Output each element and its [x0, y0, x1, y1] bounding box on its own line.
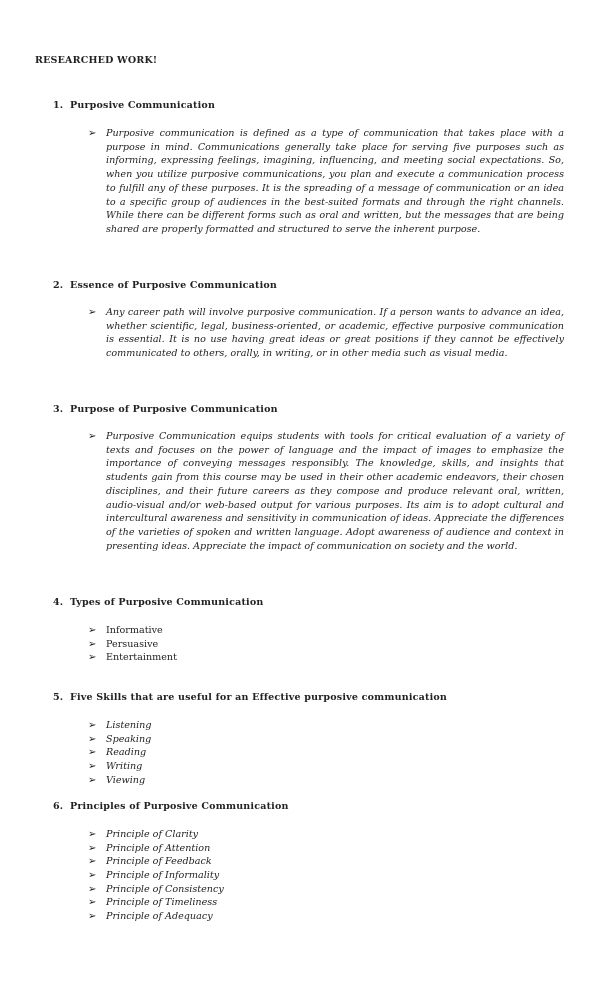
- list-item: ➢ Informative: [88, 625, 163, 636]
- section-number: 5.: [53, 692, 64, 703]
- section-heading-2: [53, 280, 277, 291]
- section-heading-5: [53, 692, 447, 703]
- arrow-bullet-icon: ➢: [88, 128, 97, 139]
- arrow-bullet-icon: ➢: [88, 897, 97, 909]
- section-title: Principles of Purposive Communication: [70, 801, 289, 812]
- list-item: ➢ Viewing: [88, 774, 146, 786]
- section-heading-3: [53, 404, 278, 415]
- arrow-bullet-icon: ➢: [88, 625, 97, 636]
- section-1-body: [88, 127, 564, 237]
- arrow-bullet-icon: ➢: [88, 856, 97, 868]
- list-item: ➢ Listening: [88, 720, 152, 731]
- list-item: ➢ Entertainment: [88, 652, 177, 664]
- paragraph-text: Any career path will involve purposive communication. If a person wants to advance an idea, whether scientific, legal, business-oriented, or academic, effective purposive communication is essential. It is no use having great ideas or great positions if they cannot be effectively communicated to others, orally, in writing, or in other media such as visual media.: [106, 307, 564, 360]
- list-item: ➢ Principle of Attention: [88, 842, 211, 854]
- section-title: Purposive Communication: [70, 100, 216, 111]
- section-title: Purpose of Purposive Communication: [70, 404, 278, 415]
- arrow-bullet-icon: ➢: [88, 829, 97, 840]
- section-number: 1.: [53, 100, 64, 111]
- section-heading-6: [53, 801, 289, 812]
- section-heading-1: [53, 100, 215, 111]
- arrow-bullet-icon: ➢: [88, 720, 97, 731]
- section-6-body: [88, 828, 564, 924]
- arrow-bullet-icon: ➢: [88, 747, 97, 759]
- section-number: 6.: [53, 801, 64, 812]
- section-title: Five Skills that are useful for an Effective purposive communication: [70, 692, 448, 703]
- principles-list: [88, 828, 564, 924]
- list-item: ➢ Principle of Clarity: [88, 829, 199, 840]
- arrow-bullet-icon: ➢: [88, 733, 97, 745]
- arrow-bullet-icon: ➢: [88, 883, 97, 895]
- arrow-bullet-icon: ➢: [88, 307, 97, 318]
- list-item: ➢ Reading: [88, 747, 147, 759]
- bullet-paragraph: [88, 306, 564, 361]
- list-item: ➢ Principle of Adequacy: [88, 911, 213, 923]
- section-number: 3.: [53, 404, 64, 415]
- arrow-bullet-icon: ➢: [88, 842, 97, 854]
- list-item: ➢ Principle of Feedback: [88, 856, 212, 868]
- section-title: Types of Purposive Communication: [70, 597, 264, 608]
- list-item: ➢ Persuasive: [88, 638, 159, 650]
- section-4-body: [88, 624, 564, 665]
- section-5-body: [88, 719, 564, 787]
- paragraph-text: Purposive communication is defined as a type of communication that takes place with a purpose in mind. Communications generally take place for serving five purposes such as informing, expressing feelings, imagining, influencing, and meeting social expectations. So, when you utilize purposive communications, you plan and execute a communication process to fulfill any of these purposes. It is the spreading of a message of communication or an idea to a specific group of audiences in the best-suited formats and through the right channels. While there can be different forms such as oral and written, but the messages that are being shared are properly formatted and structured to serve the inherent purpose.: [106, 128, 564, 235]
- list-item: ➢ Principle of Consistency: [88, 883, 224, 895]
- types-list: [88, 624, 564, 665]
- document-title: RESEARCHED WORK!: [35, 55, 158, 66]
- bullet-paragraph: [88, 430, 564, 553]
- list-item: ➢ Speaking: [88, 733, 152, 745]
- section-heading-4: [53, 597, 264, 608]
- paragraph-text: Purposive Communication equips students with tools for critical evaluation of a variety of texts and focuses on the power of language and the impact of images to emphasize the importance of conveying messages responsibly. The knowledge, skills, and insights that students gain from this course may be used in their other academic endeavors, their chosen disciplines, and their future careers as they compose and produce relevant oral, written, audio-visual and/or web-based output for various purposes. Its aim is to adopt cultural and intercultural awareness and sensitivity in communication of ideas. Appreciate the differences of the varieties of spoken and written language. Adopt awareness of audience and context in presenting ideas. Appreciate the impact of communication on society and the world.: [106, 431, 564, 552]
- section-number: 2.: [53, 280, 64, 291]
- arrow-bullet-icon: ➢: [88, 431, 97, 442]
- arrow-bullet-icon: ➢: [88, 638, 97, 650]
- section-3-body: [88, 430, 564, 553]
- arrow-bullet-icon: ➢: [88, 774, 97, 786]
- list-item: ➢ Principle of Timeliness: [88, 897, 218, 909]
- arrow-bullet-icon: ➢: [88, 911, 97, 923]
- skills-list: [88, 719, 564, 787]
- arrow-bullet-icon: ➢: [88, 761, 97, 773]
- bullet-paragraph: [88, 127, 564, 237]
- arrow-bullet-icon: ➢: [88, 870, 97, 882]
- list-item: ➢ Writing: [88, 761, 143, 773]
- section-number: 4.: [53, 597, 64, 608]
- arrow-bullet-icon: ➢: [88, 652, 97, 664]
- section-2-body: [88, 306, 564, 361]
- list-item: ➢ Principle of Informality: [88, 870, 220, 882]
- section-title: Essence of Purposive Communication: [70, 280, 278, 291]
